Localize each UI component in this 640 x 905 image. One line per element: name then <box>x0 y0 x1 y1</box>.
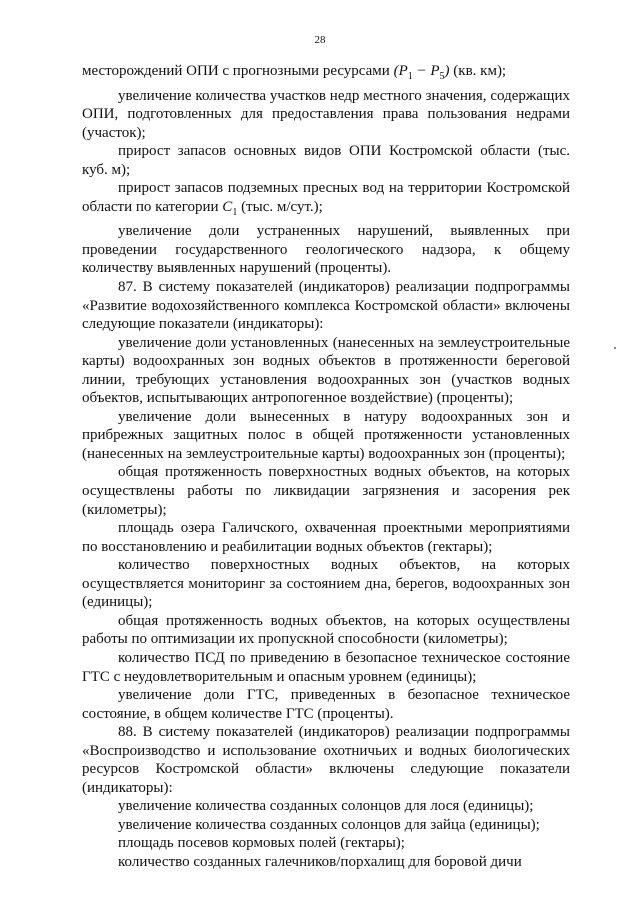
paragraph: общая протяженность поверхностных водных объектов, на которых осуществлены работы по ликвидации загрязнения и засорения рек (километры); <box>82 464 570 518</box>
paragraph: количество поверхностных водных объектов, на которых осуществляется мониторинг за состоянием дна, берегов, водоохранных зон (единицы); <box>82 557 570 611</box>
document-body <box>82 62 570 872</box>
text-run: месторождений ОПИ с прогнозными ресурсами <box>82 63 394 79</box>
paragraph: увеличение количества участков недр местного значения, содержащих ОПИ, подготовленных для предоставления права пользования недрами (участок); <box>82 87 570 141</box>
paragraph: площадь озера Галичского, охваченная проектными мероприятиями по восстановлению и реабилитации водных объектов (гектары); <box>82 520 570 555</box>
text-run: (тыс. м/сут.); <box>237 198 323 215</box>
paragraph: увеличение количества созданных солонцов для зайца (единицы); <box>118 816 540 833</box>
paragraph: увеличение доли вынесенных в натуру водоохранных зон и прибрежных защитных полос в общей протяженности установленных (нанесенных на землеустроительные карты) водоохранных зон (проценты); <box>82 408 570 462</box>
paragraph: увеличение количества созданных солонцов для лося (единицы); <box>118 798 534 815</box>
text-run: (кв. км); <box>449 63 507 79</box>
paragraph: общая протяженность водных объектов, на которых осуществлены работы по оптимизации их пропускной способности (километры); <box>82 612 570 648</box>
paragraph-section-87: 87. В систему показателей (индикаторов) реализации подпрограммы «Развитие водохозяйственного комплекса Костромской области» включены следующие показатели (индикаторы): <box>82 279 570 333</box>
text-run: прирост запасов подземных пресных вод на территории Костромской области по категории <box>82 180 570 215</box>
formula-resources: $(P_1 - P_5)$ <box>393 63 450 82</box>
paragraph-section-88: 88. В систему показателей (индикаторов) реализации подпрограммы «Воспроизводство и использование охотничьих и водных биологических ресурсов Костромской области» включены следующие показатели (индикаторы): <box>82 724 570 796</box>
scan-speck <box>614 347 616 349</box>
paragraph <box>82 179 570 222</box>
formula-category: $C_1$ <box>222 198 238 218</box>
paragraph: увеличение доли ГТС, приведенных в безопасное техническое состояние, в общем количестве ГТС (проценты). <box>82 687 570 722</box>
paragraph: увеличение доли устраненных нарушений, выявленных при проведении государственного геологического надзора, к общему количеству выявленных нарушений (проценты). <box>82 223 570 277</box>
paragraph: площадь посевов кормовых полей (гектары); <box>118 835 405 852</box>
paragraph: прирост запасов основных видов ОПИ Костромской области (тыс. куб. м); <box>82 143 570 178</box>
paragraph-continuation <box>82 62 570 87</box>
paragraph: количество ПСД по приведению в безопасное техническое состояние ГТС с неудовлетворительным и опасным уровнем (единицы); <box>82 649 570 685</box>
paragraph-truncated: количество созданных галечников/порхалищ для боровой дичи <box>118 853 522 870</box>
page-number: 28 <box>314 34 326 46</box>
paragraph: увеличение доли установленных (нанесенных на землеустроительные карты) водоохранных зон водных объектов в протяженности береговой линии, требующих установления водоохранных зон (участков водных объектов, испытывающих антропогенное воздействие) (проценты); <box>82 334 570 407</box>
